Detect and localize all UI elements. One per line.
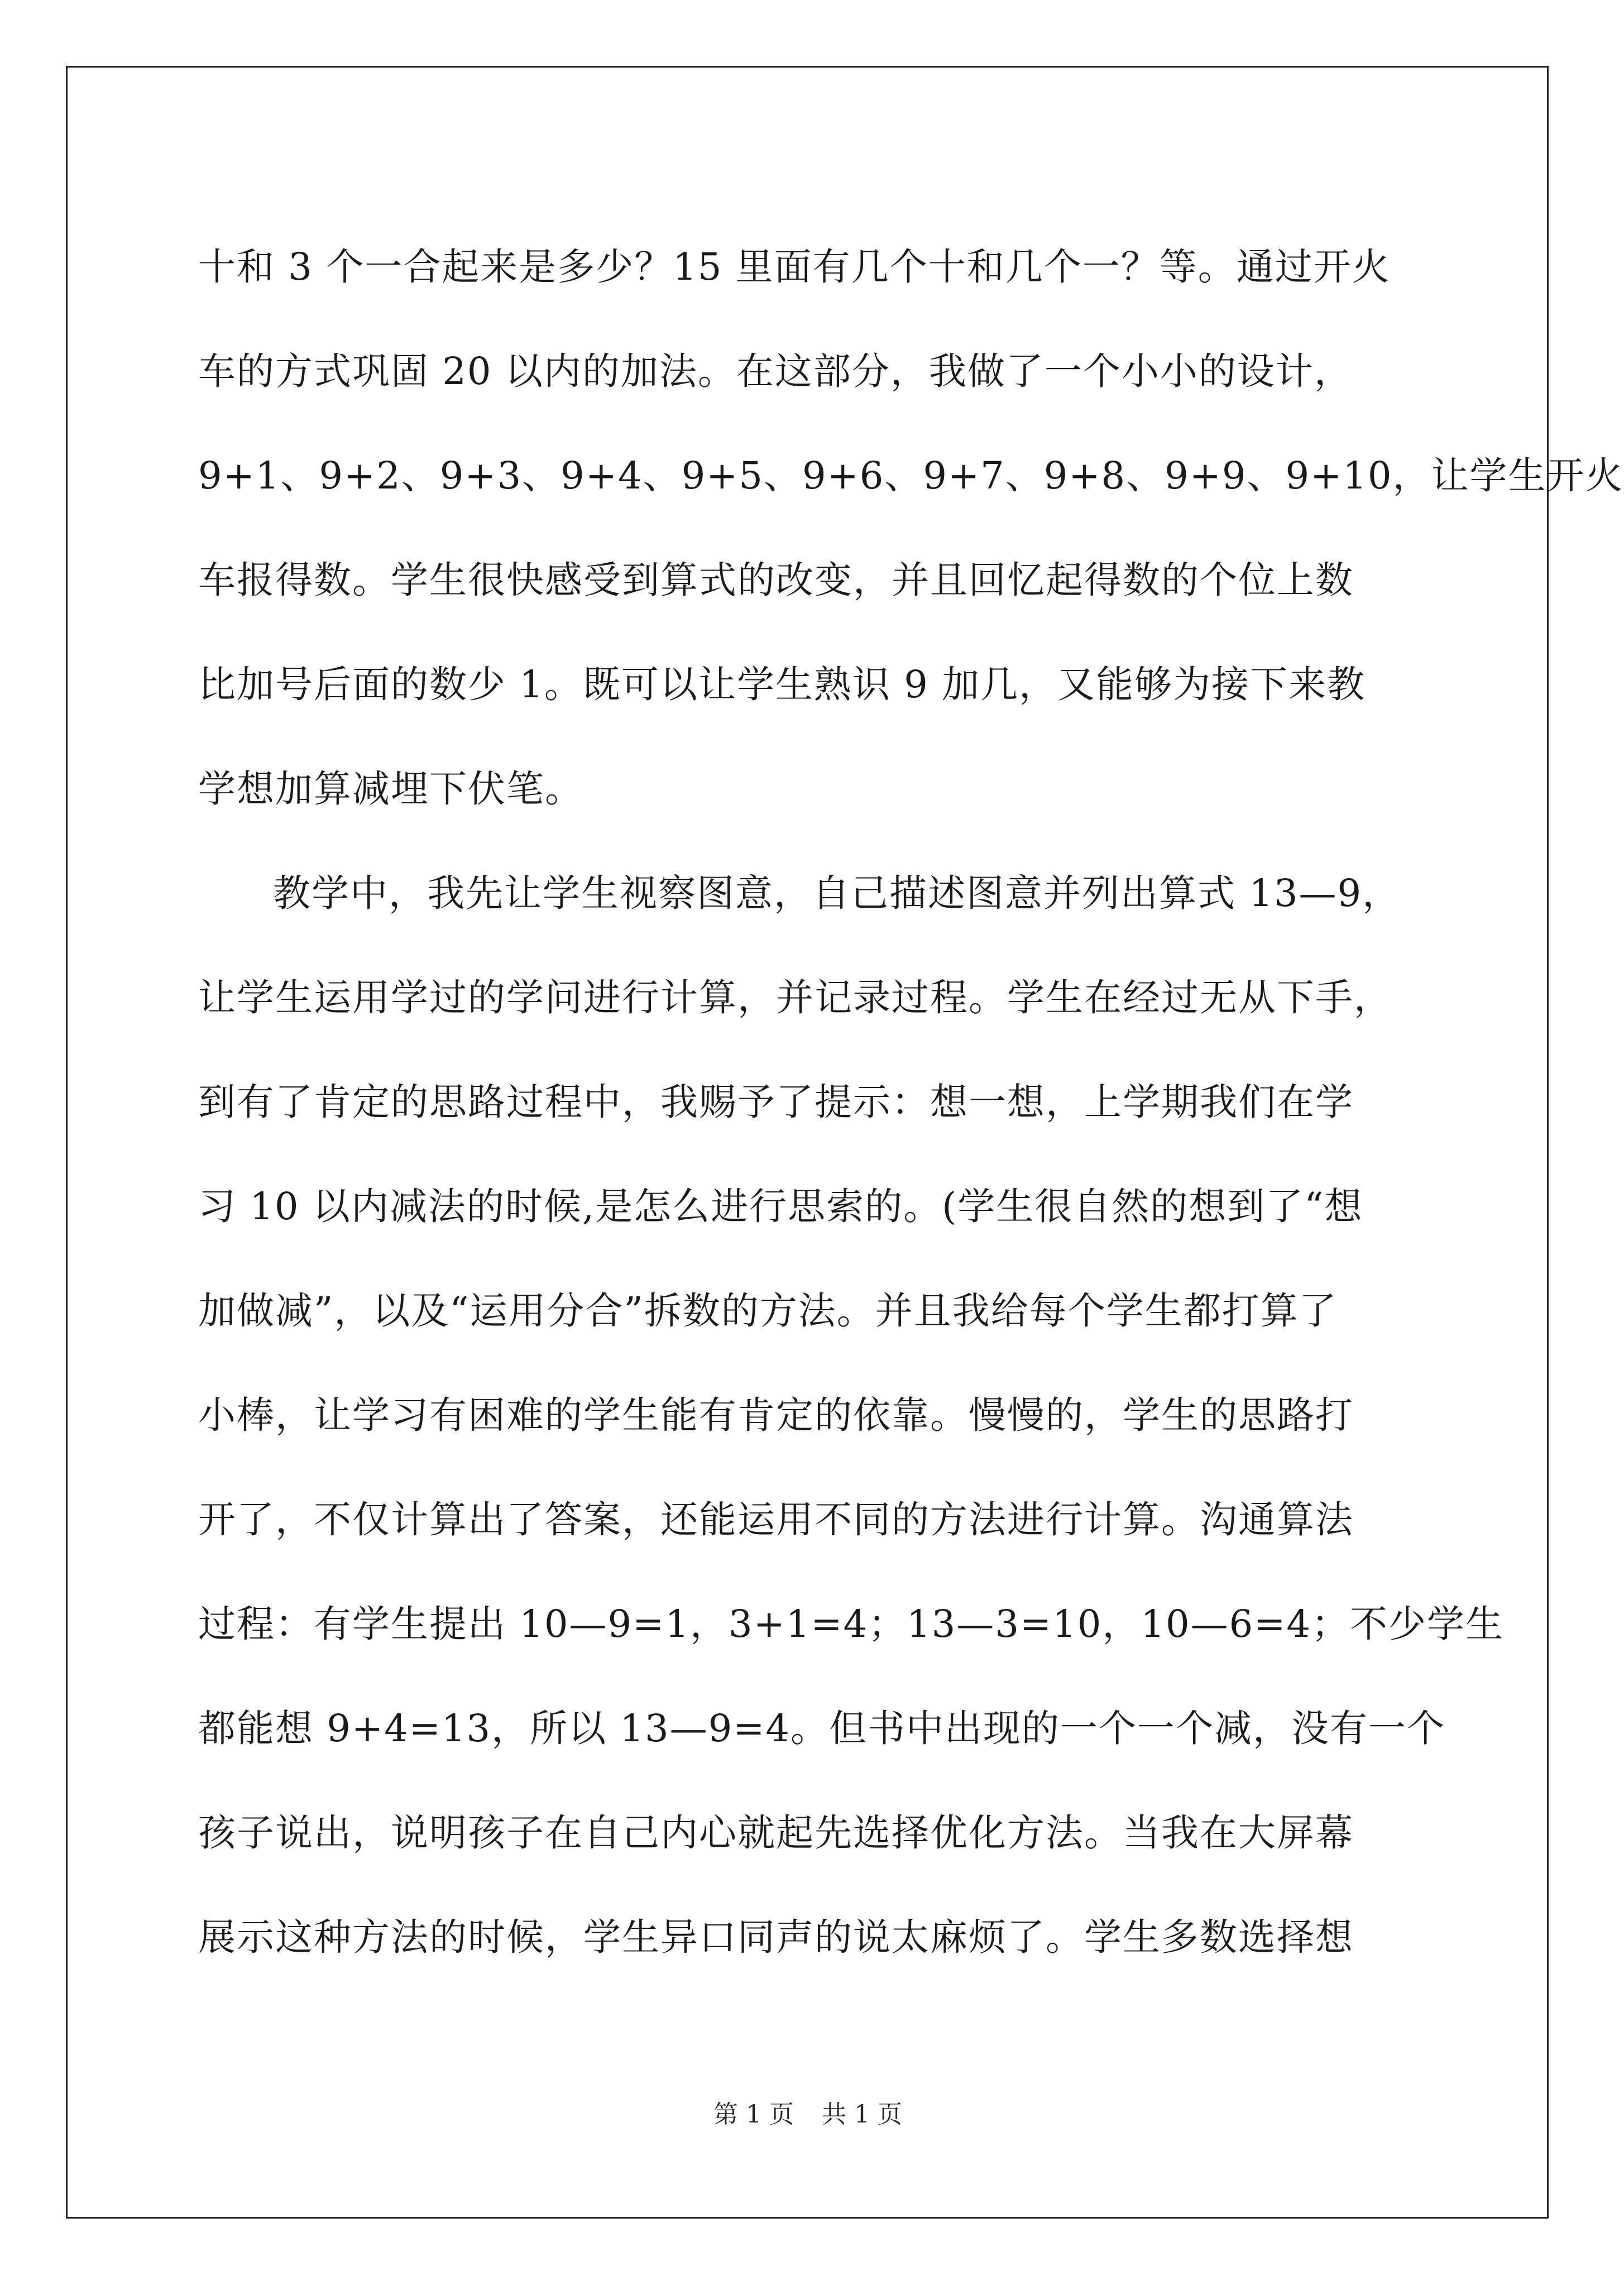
text-line: 教学中，我先让学生视察图意，自己描述图意并列出算式 13—9， [273,871,1401,915]
page-number-current: 第 1 页 [713,2100,794,2129]
text-line: 习 10 以内减法的时候,是怎么进行思索的。(学生很自然的想到了“想 [198,1185,1363,1228]
text-line: 展示这种方法的时候，学生异口同声的说太麻烦了。学生多数选择想 [198,1915,1354,1959]
page-footer [0,2098,1616,2131]
text-line: 到有了肯定的思路过程中，我赐予了提示：想一想，上学期我们在学 [198,1080,1354,1124]
text-line: 开了，不仅计算出了答案，还能运用不同的方法进行计算。沟通算法 [198,1498,1354,1541]
text-line: 加做减”，以及“运用分合”拆数的方法。并且我给每个学生都打算了 [198,1289,1338,1333]
text-line: 过程：有学生提出 10—9=1，3+1=4；13—3=10，10—6=4；不少学生 [198,1602,1505,1646]
text-line: 车报得数。学生很快感受到算式的改变，并且回忆起得数的个位上数 [198,558,1354,602]
text-line: 孩子说出，说明孩子在自己内心就起先选择优化方法。当我在大屏幕 [198,1811,1354,1855]
text-line: 9+1、9+2、9+3、9+4、9+5、9+6、9+7、9+8、9+9、9+10，让学生开火 [198,454,1624,497]
text-line: 十和 3 个一合起来是多少？15 里面有几个十和几个一？等。通过开火 [198,245,1391,289]
page-number-total: 共 1 页 [822,2100,902,2129]
text-line: 比加号后面的数少 1。既可以让学生熟识 9 加几，又能够为接下来教 [198,663,1366,706]
text-line: 小棒，让学习有困难的学生能有肯定的依靠。慢慢的，学生的思路打 [198,1393,1354,1437]
text-line: 车的方式巩固 20 以内的加法。在这部分，我做了一个小小的设计， [198,349,1353,393]
document-body [198,215,1624,1990]
text-line: 都能想 9+4=13，所以 13—9=4。但书中出现的一个一个减，没有一个 [198,1707,1446,1750]
text-line: 让学生运用学过的学问进行计算，并记录过程。学生在经过无从下手， [198,976,1392,1019]
text-line: 学想加算减埋下伏笔。 [198,767,583,811]
